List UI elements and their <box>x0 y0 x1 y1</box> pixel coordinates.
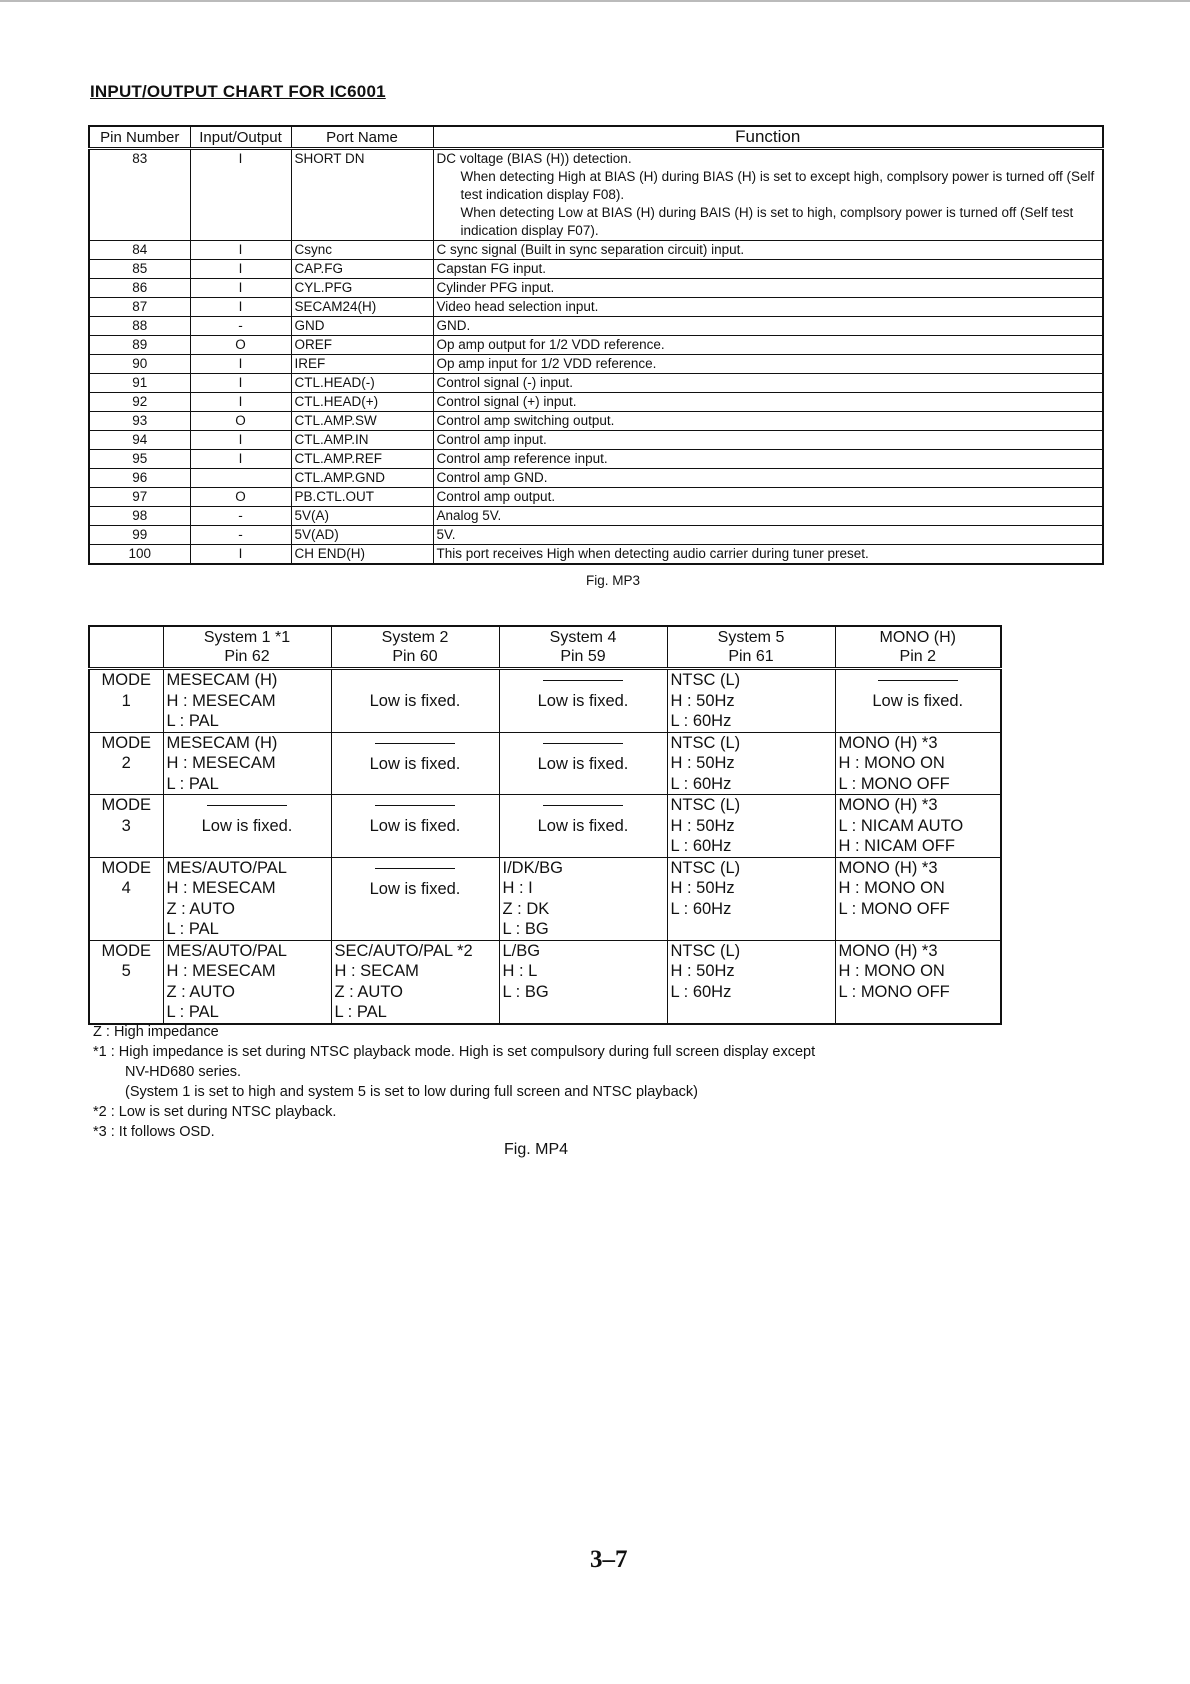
port-cell: SHORT DN <box>291 149 433 241</box>
function-cell: C sync signal (Built in sync separation circuit) input. <box>433 241 1103 260</box>
mode-label: MODE 1 <box>89 669 163 733</box>
pin-cell: 96 <box>89 469 190 488</box>
function-cell: Op amp output for 1/2 VDD reference. <box>433 336 1103 355</box>
note-1: *1 : High impedance is set during NTSC playback mode. High is set compulsory during full screen display except <box>93 1044 816 1060</box>
function-detail-1: When detecting High at BIAS (H) during BIAS (H) is set to except high, complsory power is turned off (Self test indication display F08). <box>460 169 1095 202</box>
function-cell: Control amp GND. <box>433 469 1103 488</box>
table-row <box>89 431 1103 450</box>
dash-mark <box>375 743 455 754</box>
mode-row-3 <box>89 795 1001 858</box>
io-cell: - <box>190 507 291 526</box>
pin-cell: 88 <box>89 317 190 336</box>
table-row <box>89 450 1103 469</box>
system2-cell: SEC/AUTO/PAL *2 H : SECAM Z : AUTO L : PAL <box>331 940 499 1024</box>
function-cell: Control amp input. <box>433 431 1103 450</box>
io-cell: I <box>190 450 291 469</box>
table-row <box>89 279 1103 298</box>
io-cell: O <box>190 488 291 507</box>
mode-system-table <box>88 625 1002 1025</box>
port-cell: CH END(H) <box>291 545 433 565</box>
port-cell: CTL.AMP.SW <box>291 412 433 431</box>
dash-mark <box>543 743 623 754</box>
system1-cell: MESECAM (H) H : MESECAM L : PAL <box>163 669 331 733</box>
mono-cell: MONO (H) *3 H : MONO ON L : MONO OFF <box>835 857 1001 940</box>
pin-cell: 95 <box>89 450 190 469</box>
function-cell: 5V. <box>433 526 1103 545</box>
note-1-paren: (System 1 is set to high and system 5 is set to low during full screen and NTSC playback) <box>125 1084 698 1100</box>
port-cell: 5V(A) <box>291 507 433 526</box>
system4-cell: Low is fixed. <box>499 795 667 858</box>
port-cell: OREF <box>291 336 433 355</box>
function-cell: GND. <box>433 317 1103 336</box>
header-empty <box>89 626 163 669</box>
table-row <box>89 526 1103 545</box>
io-cell: - <box>190 317 291 336</box>
system2-cell: Low is fixed. <box>331 732 499 795</box>
io-cell: I <box>190 374 291 393</box>
dash-mark <box>543 805 623 816</box>
io-cell: O <box>190 336 291 355</box>
port-cell: SECAM24(H) <box>291 298 433 317</box>
header-function: Function <box>433 126 1103 149</box>
port-cell: CTL.AMP.IN <box>291 431 433 450</box>
header-system-5: System 5 Pin 61 <box>667 626 835 669</box>
pin-cell: 91 <box>89 374 190 393</box>
function-cell: Video head selection input. <box>433 298 1103 317</box>
io-cell: I <box>190 393 291 412</box>
io-cell: I <box>190 431 291 450</box>
note-2: *2 : Low is set during NTSC playback. <box>93 1104 337 1120</box>
mode-row-5 <box>89 940 1001 1024</box>
header-port-name: Port Name <box>291 126 433 149</box>
port-cell: CTL.HEAD(-) <box>291 374 433 393</box>
dash-mark <box>207 805 287 816</box>
io-cell: O <box>190 412 291 431</box>
io-cell: I <box>190 279 291 298</box>
dash-mark <box>375 805 455 816</box>
system5-cell: NTSC (L) H : 50Hz L : 60Hz <box>667 940 835 1024</box>
function-cell: Analog 5V. <box>433 507 1103 526</box>
pin-cell: 93 <box>89 412 190 431</box>
mono-cell: MONO (H) *3 H : MONO ON L : MONO OFF <box>835 732 1001 795</box>
header-system-1: System 1 *1 Pin 62 <box>163 626 331 669</box>
footnotes <box>93 1022 815 1142</box>
mode-label: MODE 2 <box>89 732 163 795</box>
page-top-rule <box>0 0 1190 2</box>
table-row <box>89 374 1103 393</box>
system1-cell: MES/AUTO/PAL H : MESECAM Z : AUTO L : PAL <box>163 940 331 1024</box>
io-cell <box>190 469 291 488</box>
pin-cell: 99 <box>89 526 190 545</box>
port-cell: CTL.AMP.REF <box>291 450 433 469</box>
io-cell: I <box>190 355 291 374</box>
table-row <box>89 469 1103 488</box>
mode-label: MODE 4 <box>89 857 163 940</box>
system2-cell: Low is fixed. <box>331 795 499 858</box>
system1-cell: Low is fixed. <box>163 795 331 858</box>
note-1-cont: NV-HD680 series. <box>125 1064 242 1080</box>
system5-cell: NTSC (L) H : 50Hz L : 60Hz <box>667 669 835 733</box>
table-row <box>89 412 1103 431</box>
io-cell: I <box>190 545 291 565</box>
table-row <box>89 317 1103 336</box>
io-header-row <box>89 126 1103 149</box>
table-row <box>89 393 1103 412</box>
pin-cell: 97 <box>89 488 190 507</box>
mode-row-2 <box>89 732 1001 795</box>
header-mono: MONO (H) Pin 2 <box>835 626 1001 669</box>
system1-cell: MESECAM (H) H : MESECAM L : PAL <box>163 732 331 795</box>
function-main: DC voltage (BIAS (H)) detection. <box>436 151 632 166</box>
function-cell: Cylinder PFG input. <box>433 279 1103 298</box>
system4-cell: I/DK/BG H : I Z : DK L : BG <box>499 857 667 940</box>
function-detail-2: When detecting Low at BIAS (H) during BAIS (H) is set to high, complsory power is turned off (Self test indication display F07). <box>460 205 1074 238</box>
function-cell: This port receives High when detecting audio carrier during tuner preset. <box>433 545 1103 565</box>
pin-cell: 87 <box>89 298 190 317</box>
function-cell: Op amp input for 1/2 VDD reference. <box>433 355 1103 374</box>
port-cell: Csync <box>291 241 433 260</box>
io-chart-table <box>88 125 1104 565</box>
mode-label: MODE 5 <box>89 940 163 1024</box>
table-row <box>89 260 1103 279</box>
pin-cell: 85 <box>89 260 190 279</box>
port-cell: GND <box>291 317 433 336</box>
mono-cell: Low is fixed. <box>835 669 1001 733</box>
system5-cell: NTSC (L) H : 50Hz L : 60Hz <box>667 795 835 858</box>
pin-cell: 90 <box>89 355 190 374</box>
table-row <box>89 545 1103 565</box>
port-cell: CTL.AMP.GND <box>291 469 433 488</box>
dash-mark <box>543 680 623 691</box>
header-pin-number: Pin Number <box>89 126 190 149</box>
system1-cell: MES/AUTO/PAL H : MESECAM Z : AUTO L : PAL <box>163 857 331 940</box>
mono-cell: MONO (H) *3 L : NICAM AUTO H : NICAM OFF <box>835 795 1001 858</box>
port-cell: CYL.PFG <box>291 279 433 298</box>
mode-row-4 <box>89 857 1001 940</box>
pin-cell: 100 <box>89 545 190 565</box>
header-system-4: System 4 Pin 59 <box>499 626 667 669</box>
page-number: 3–7 <box>590 1546 628 1573</box>
pin-cell: 89 <box>89 336 190 355</box>
mono-cell: MONO (H) *3 H : MONO ON L : MONO OFF <box>835 940 1001 1024</box>
dash-mark <box>878 680 958 691</box>
system4-cell: L/BG H : L L : BG <box>499 940 667 1024</box>
header-system-2: System 2 Pin 60 <box>331 626 499 669</box>
figure-caption-mp3: Fig. MP3 <box>586 573 641 588</box>
io-cell: - <box>190 526 291 545</box>
io-cell: I <box>190 298 291 317</box>
io-cell: I <box>190 149 291 241</box>
function-cell <box>433 149 1103 241</box>
figure-caption-mp4: Fig. MP4 <box>504 1141 569 1158</box>
pin-cell: 94 <box>89 431 190 450</box>
system5-cell: NTSC (L) H : 50Hz L : 60Hz <box>667 732 835 795</box>
system2-cell: Low is fixed. <box>331 669 499 733</box>
port-cell: CAP.FG <box>291 260 433 279</box>
function-cell: Control amp output. <box>433 488 1103 507</box>
table-row <box>89 149 1103 241</box>
mode-header-row <box>89 626 1001 669</box>
pin-cell: 98 <box>89 507 190 526</box>
pin-cell: 84 <box>89 241 190 260</box>
function-cell: Control signal (+) input. <box>433 393 1103 412</box>
port-cell: CTL.HEAD(+) <box>291 393 433 412</box>
page-title: INPUT/OUTPUT CHART FOR IC6001 <box>90 82 386 101</box>
table-row <box>89 336 1103 355</box>
function-cell: Control amp switching output. <box>433 412 1103 431</box>
system5-cell: NTSC (L) H : 50Hz L : 60Hz <box>667 857 835 940</box>
table-row <box>89 488 1103 507</box>
pin-cell: 83 <box>89 149 190 241</box>
function-cell: Control amp reference input. <box>433 450 1103 469</box>
dash-mark <box>375 868 455 879</box>
mode-row-1 <box>89 669 1001 733</box>
table-row <box>89 507 1103 526</box>
function-cell: Control signal (-) input. <box>433 374 1103 393</box>
function-cell: Capstan FG input. <box>433 260 1103 279</box>
header-input-output: Input/Output <box>190 126 291 149</box>
table-row <box>89 241 1103 260</box>
system4-cell: Low is fixed. <box>499 669 667 733</box>
mode-label: MODE 3 <box>89 795 163 858</box>
pin-cell: 86 <box>89 279 190 298</box>
pin-cell: 92 <box>89 393 190 412</box>
port-cell: 5V(AD) <box>291 526 433 545</box>
port-cell: PB.CTL.OUT <box>291 488 433 507</box>
system2-cell: Low is fixed. <box>331 857 499 940</box>
io-cell: I <box>190 241 291 260</box>
system4-cell: Low is fixed. <box>499 732 667 795</box>
table-row <box>89 298 1103 317</box>
io-cell: I <box>190 260 291 279</box>
port-cell: IREF <box>291 355 433 374</box>
note-z: Z : High impedance <box>93 1024 219 1040</box>
table-row <box>89 355 1103 374</box>
note-3: *3 : It follows OSD. <box>93 1124 215 1140</box>
